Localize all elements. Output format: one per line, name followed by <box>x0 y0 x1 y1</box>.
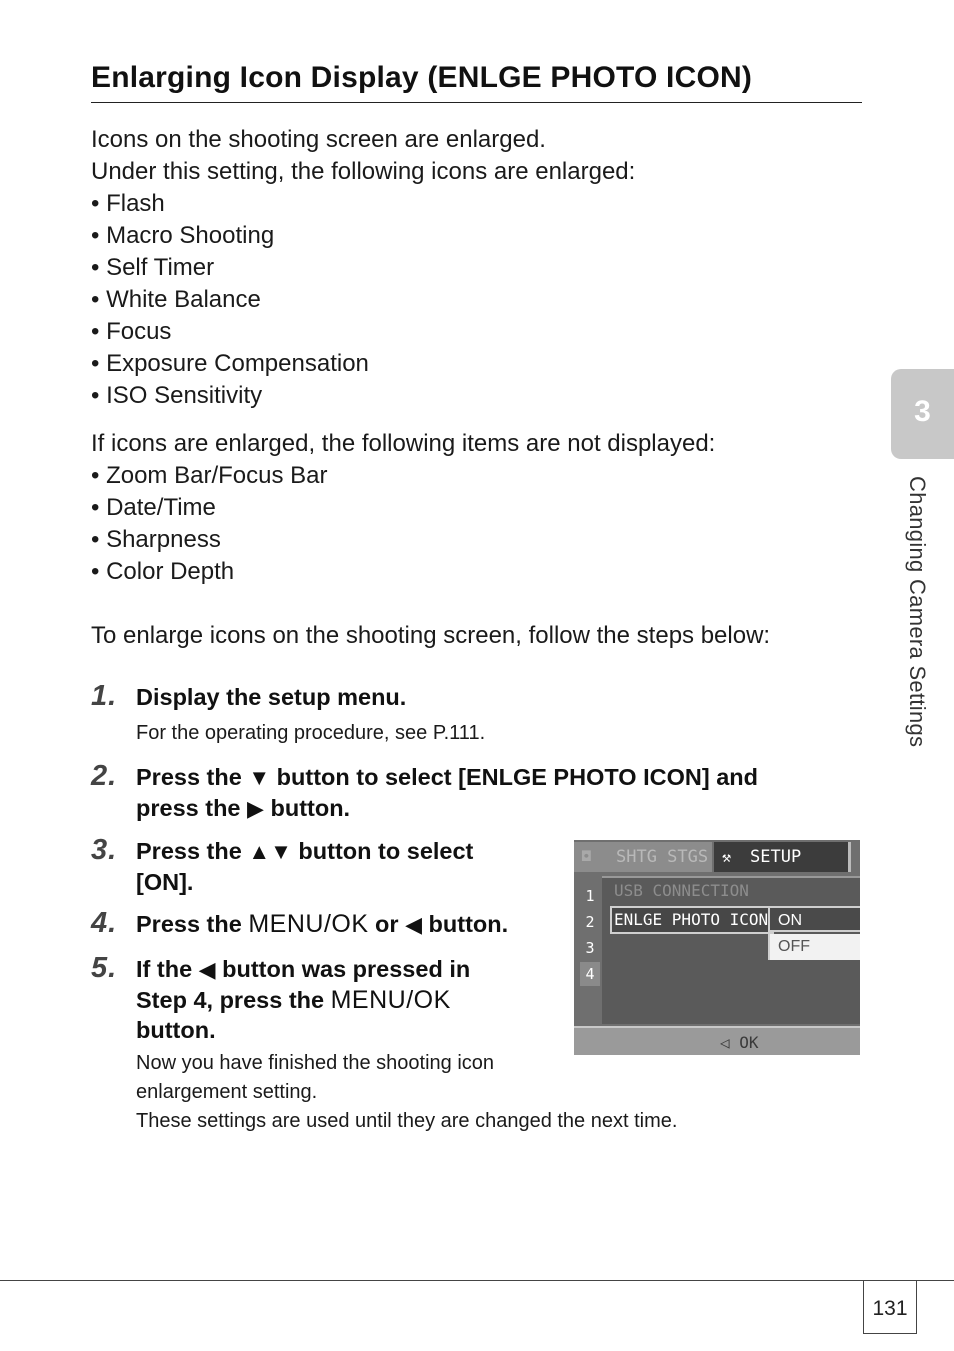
step-text-part: [ON]. <box>136 869 194 895</box>
list-item: • Macro Shooting <box>91 220 635 252</box>
row-number: 3 <box>585 939 595 957</box>
page-number: 131 <box>863 1281 917 1334</box>
step-text-part: button to select <box>291 838 474 864</box>
intro-line-2: Under this setting, the following icons are enlarged: <box>91 158 636 185</box>
step-text-part: Press the <box>136 838 249 864</box>
note-line: enlargement setting. <box>136 1081 318 1103</box>
chapter-number: 3 <box>914 395 931 428</box>
step-text-part: button to select [ENLGE PHOTO ICON] and <box>270 764 758 790</box>
step-text-part: Step 4, press the <box>136 987 331 1013</box>
intro-line-1: Icons on the shooting screen are enlarged. <box>91 126 546 153</box>
tab-setup <box>714 842 851 872</box>
step-text-part: If the <box>136 956 199 982</box>
step-number: 4. <box>91 907 118 939</box>
step-5-note <box>136 1049 677 1136</box>
step-1-text: Display the setup menu. <box>136 684 407 710</box>
menu-ok-label: MENU/OK <box>248 910 369 938</box>
down-arrow-icon: ▼ <box>248 765 271 790</box>
steps-intro: To enlarge icons on the shooting screen, follow the steps below: <box>91 622 771 649</box>
chapter-tab <box>891 369 954 459</box>
step-1-note: For the operating procedure, see P.111. <box>136 722 486 744</box>
step-text-part: button was pressed in <box>215 956 471 982</box>
wrench-icon: ⚒ <box>722 848 732 866</box>
tab-label: SETUP <box>750 847 802 867</box>
list-item: • Zoom Bar/Focus Bar <box>91 460 715 492</box>
row-number: 4 <box>580 962 600 986</box>
title-underline <box>91 102 862 103</box>
list-item: • Flash <box>91 188 635 220</box>
list-item: • ISO Sensitivity <box>91 380 635 412</box>
footer-rule <box>0 1280 954 1281</box>
bottom-hint-bar <box>574 1026 860 1055</box>
hidden-items-line: If icons are enlarged, the following items are not displayed: <box>91 430 716 457</box>
note-line: These settings are used until they are changed the next time. <box>136 1110 678 1132</box>
step-3-text <box>136 836 473 898</box>
step-text-part: button. <box>422 911 509 937</box>
enlarged-icons-list <box>91 188 635 412</box>
option-on: ON <box>768 906 860 932</box>
note-line: Now you have finished the shooting icon <box>136 1052 495 1074</box>
step-number: 2. <box>91 760 118 792</box>
tab-label: SHTG STGS <box>616 847 709 867</box>
step-text-part: press the <box>136 795 248 821</box>
step-text-part: button. <box>263 795 351 821</box>
option-off: OFF <box>768 934 860 960</box>
list-item: • Date/Time <box>91 492 715 524</box>
left-arrow-icon: ◀ <box>198 957 216 982</box>
step-text-part: Press the <box>136 911 249 937</box>
hidden-items-list <box>91 460 715 588</box>
step-4-text <box>136 909 508 940</box>
step-number: 1. <box>91 680 118 712</box>
step-5-text <box>136 954 470 1045</box>
tab-shooting-settings <box>574 842 712 872</box>
list-item: • Sharpness <box>91 524 715 556</box>
camera-icon: ◘ <box>582 849 591 865</box>
list-item: • Exposure Compensation <box>91 348 635 380</box>
step-number: 3. <box>91 834 118 866</box>
list-item: • Color Depth <box>91 556 715 588</box>
menu-ok-label: MENU/OK <box>330 986 451 1014</box>
step-text-part: Press the <box>136 764 249 790</box>
up-down-arrow-icon: ▲▼ <box>248 839 292 864</box>
menu-item-enlge-photo-icon: ENLGE PHOTO ICON <box>610 906 774 934</box>
step-2-text <box>136 762 758 824</box>
row-number: 1 <box>585 887 595 905</box>
chapter-label: Changing Camera Settings <box>905 476 930 748</box>
left-arrow-icon: ◀ <box>405 912 423 937</box>
step-number: 5. <box>91 952 118 984</box>
list-item: • White Balance <box>91 284 635 316</box>
right-arrow-icon: ▶ <box>247 796 264 821</box>
step-text-part: button. <box>136 1017 216 1043</box>
intro-section <box>91 124 635 412</box>
step-text-part: or <box>368 911 406 937</box>
hidden-items-section <box>91 428 715 588</box>
list-item: • Focus <box>91 316 635 348</box>
list-item: • Self Timer <box>91 252 635 284</box>
ok-hint: ◁ OK <box>720 1033 759 1052</box>
row-number: 2 <box>585 913 595 931</box>
page-title: Enlarging Icon Display (ENLGE PHOTO ICON) <box>91 61 753 94</box>
menu-item-usb-connection: USB CONNECTION <box>614 881 749 900</box>
